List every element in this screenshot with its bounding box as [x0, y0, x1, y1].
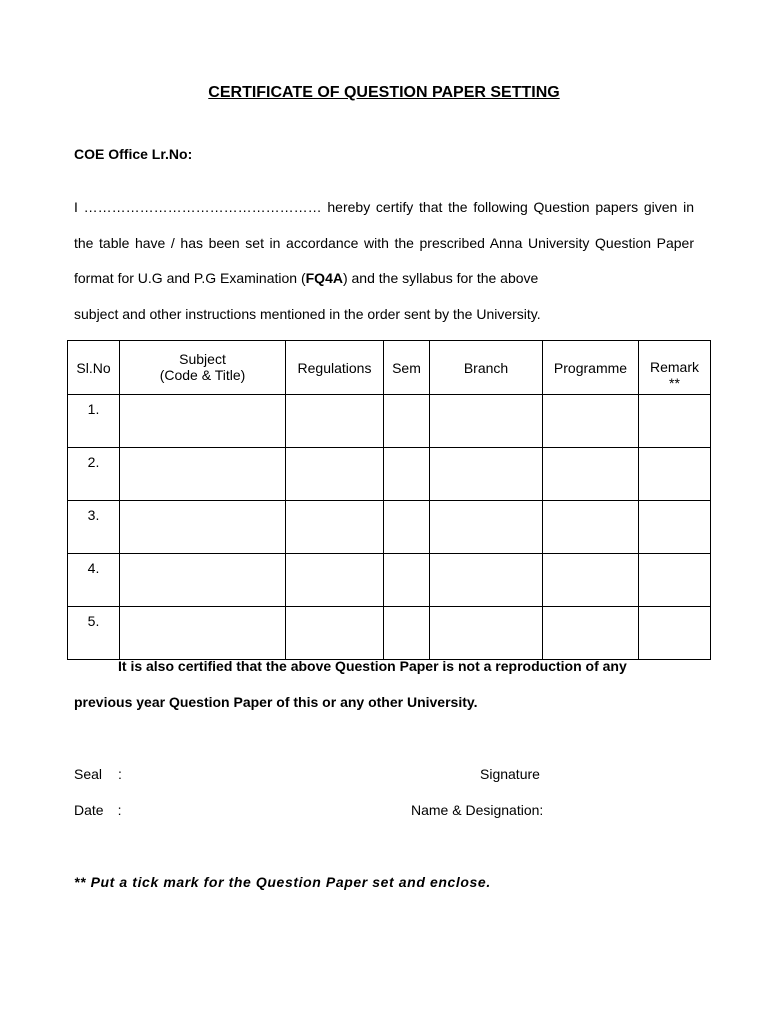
cell-programme[interactable] — [543, 395, 639, 448]
cell-sem[interactable] — [384, 554, 430, 607]
cell-remark[interactable] — [639, 501, 711, 554]
cell-branch[interactable] — [430, 395, 543, 448]
cell-regulations[interactable] — [286, 501, 384, 554]
table-header-row — [68, 341, 711, 395]
cell-programme[interactable] — [543, 501, 639, 554]
row-number: 1. — [68, 395, 120, 448]
cell-sem[interactable] — [384, 448, 430, 501]
seal-label: Seal — [74, 766, 103, 782]
header-remark-line1: Remark — [649, 359, 699, 375]
cell-branch[interactable] — [430, 501, 543, 554]
header-remark-line2: ** — [669, 375, 680, 391]
page-title: CERTIFICATE OF QUESTION PAPER SETTING — [208, 84, 560, 101]
cell-branch[interactable] — [430, 448, 543, 501]
table-row — [68, 448, 711, 501]
cell-remark[interactable] — [639, 448, 711, 501]
certification-statement — [74, 648, 694, 720]
certification-line2: previous year Question Paper of this or any other University. — [74, 694, 478, 710]
cell-remark[interactable] — [639, 554, 711, 607]
header-slno: Sl.No — [68, 341, 120, 395]
table-row — [68, 395, 711, 448]
cell-regulations[interactable] — [286, 448, 384, 501]
header-branch: Branch — [430, 341, 543, 395]
certification-line1: It is also certified that the above Question Paper is not a reproduction of any — [118, 658, 627, 674]
seal-field — [74, 766, 122, 782]
cell-programme[interactable] — [543, 448, 639, 501]
cell-remark[interactable] — [639, 395, 711, 448]
header-programme: Programme — [543, 341, 639, 395]
paragraph-tail: ) and the syllabus for the above — [342, 270, 539, 286]
row-number: 4. — [68, 554, 120, 607]
cell-regulations[interactable] — [286, 395, 384, 448]
seal-colon: : — [118, 766, 122, 782]
coe-office-label: COE Office Lr.No: — [74, 146, 193, 162]
date-field — [74, 802, 121, 818]
cell-sem[interactable] — [384, 395, 430, 448]
header-remark — [639, 341, 711, 395]
question-paper-table — [67, 340, 711, 660]
header-subject-line1: Subject — [179, 351, 226, 367]
cell-subject[interactable] — [120, 448, 286, 501]
cell-regulations[interactable] — [286, 554, 384, 607]
row-number: 2. — [68, 448, 120, 501]
cell-programme[interactable] — [543, 554, 639, 607]
date-colon: : — [117, 802, 122, 818]
paragraph-code: FQ4A — [305, 270, 343, 286]
cell-subject[interactable] — [120, 501, 286, 554]
certify-paragraph — [74, 190, 694, 332]
header-subject — [120, 341, 286, 395]
table-row — [68, 501, 711, 554]
cell-subject[interactable] — [120, 554, 286, 607]
header-sem: Sem — [384, 341, 430, 395]
signature-label: Signature — [480, 766, 540, 782]
paragraph-lead: I …………………………………………… hereby certify that the following Question papers given in the table have / has been set in accordance with the prescribed Anna University Question Paper format for U.G and P.G Examination ( — [74, 199, 694, 286]
paragraph-last-line: subject and other instructions mentioned in the order sent by the University. — [74, 305, 541, 322]
name-designation-label: Name & Designation: — [411, 802, 544, 818]
header-subject-line2: (Code & Title) — [159, 367, 246, 383]
table-row — [68, 554, 711, 607]
row-number: 5. — [68, 607, 120, 660]
cell-sem[interactable] — [384, 501, 430, 554]
date-label: Date — [74, 802, 104, 818]
header-regulations: Regulations — [286, 341, 384, 395]
cell-subject[interactable] — [120, 395, 286, 448]
row-number: 3. — [68, 501, 120, 554]
cell-branch[interactable] — [430, 554, 543, 607]
footnote: ** Put a tick mark for the Question Paper set and enclose. — [74, 874, 491, 890]
